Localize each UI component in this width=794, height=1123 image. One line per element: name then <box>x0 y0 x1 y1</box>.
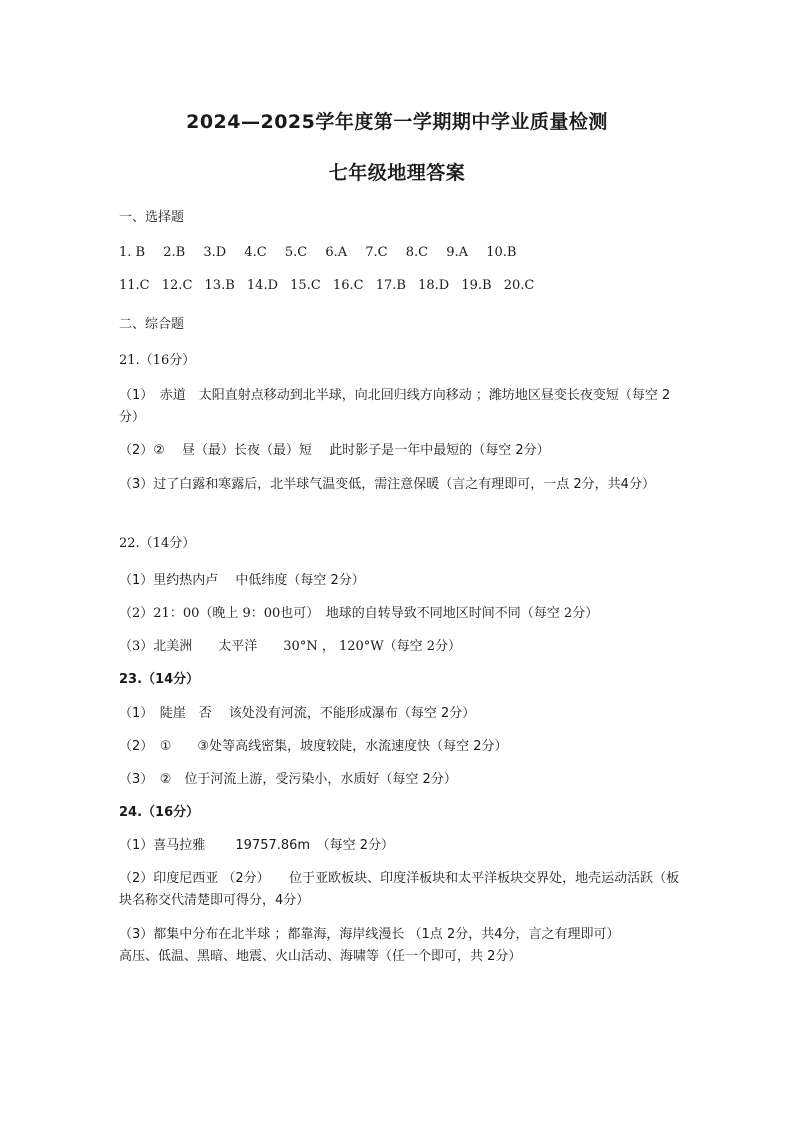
question-21-answer-1: （1） 赤道 太阳直射点移动到北半球，向北回归线方向移动 ；潍坊地区昼变长夜变短（每空 2分） <box>119 388 671 425</box>
answer-item: 16.C <box>332 278 364 293</box>
answer-item: 19.B <box>461 278 492 293</box>
question-21-answer-3: （3）过了白露和寒露后，北半球气温变低，需注意保暖（言之有理即可，一点 2分，共4分） <box>119 477 655 492</box>
document-title: 2024—2025学年度第一学期期中学业质量检测 <box>186 111 608 133</box>
question-22-answer-1: （1）里约热内卢 中低纬度（每空 2分） <box>119 573 365 588</box>
question-21-answer-2: （2）② 昼（最）长夜（最）短 此时影子是一年中最短的（每空 2分） <box>119 443 550 458</box>
question-23-header: 23.（14分） <box>119 672 200 687</box>
answer-item: 2.B <box>163 245 186 260</box>
answer-item: 6.A <box>325 245 348 260</box>
question-21-header: 21.（16分） <box>119 353 196 368</box>
answer-item: 17.B <box>375 278 406 293</box>
answer-item: 13.B <box>204 278 235 293</box>
answer-item: 11.C <box>119 278 150 293</box>
answer-item: 4.C <box>244 245 267 260</box>
answer-item: 5.C <box>284 245 308 260</box>
answer-item: 10.B <box>486 245 517 260</box>
question-24-answer-1: （1）喜马拉雅 19757.86m （每空 2分） <box>119 838 394 853</box>
section-heading-comprehensive: 二、综合题 <box>119 317 185 332</box>
answer-item: 3.D <box>203 245 227 260</box>
question-24-answer-3-line-2: 高压、低温、黑暗、地震、火山活动、海啸等（任一个即可，共 2分） <box>119 949 522 964</box>
answer-item: 14.D <box>246 278 279 293</box>
question-24-answer-2: （2）印度尼西亚 （2分） 位于亚欧板块、印度洋板块和太平洋板块交界处，地壳运动活跃（板块名称交代清楚即可得分，4分） <box>119 871 680 908</box>
question-24-answer-3-line-1: （3）都集中分布在北半球 ；都靠海，海岸线漫长 （1点 2分，共4分，言之有理即可） <box>119 927 620 942</box>
answer-item: 9.A <box>446 245 469 260</box>
choice-answers-row-1 <box>119 242 684 264</box>
answer-item: 20.C <box>503 278 535 293</box>
answer-item: 1. B <box>119 245 146 260</box>
document-subtitle: 七年级地理答案 <box>328 162 466 184</box>
answer-item: 7.C <box>365 245 388 260</box>
question-23-answer-2: （2） ① ③处等高线密集，坡度较陡，水流速度快（每空 2分） <box>119 739 508 754</box>
question-22-answer-2: （2）21：00（晚上 9：00也可） 地球的自转导致不同地区时间不同（每空 2分） <box>119 606 599 621</box>
answer-item: 8.C <box>405 245 429 260</box>
section-heading-choice: 一、选择题 <box>119 210 185 225</box>
choice-answers-row-2 <box>119 275 684 297</box>
answer-item: 12.C <box>161 278 193 293</box>
question-22-header: 22.（14分） <box>119 536 196 551</box>
question-24-header: 24.（16分） <box>119 805 200 820</box>
question-23-answer-1: （1） 陡崖 否 该处没有河流，不能形成瀑布（每空 2分） <box>119 706 476 721</box>
question-23-answer-3: （3） ② 位于河流上游，受污染小，水质好（每空 2分） <box>119 772 457 787</box>
answer-item: 18.D <box>418 278 450 293</box>
answer-item: 15.C <box>290 278 321 293</box>
question-22-answer-3: （3）北美洲 太平洋 30°N ， 120°W（每空 2分） <box>119 639 462 654</box>
